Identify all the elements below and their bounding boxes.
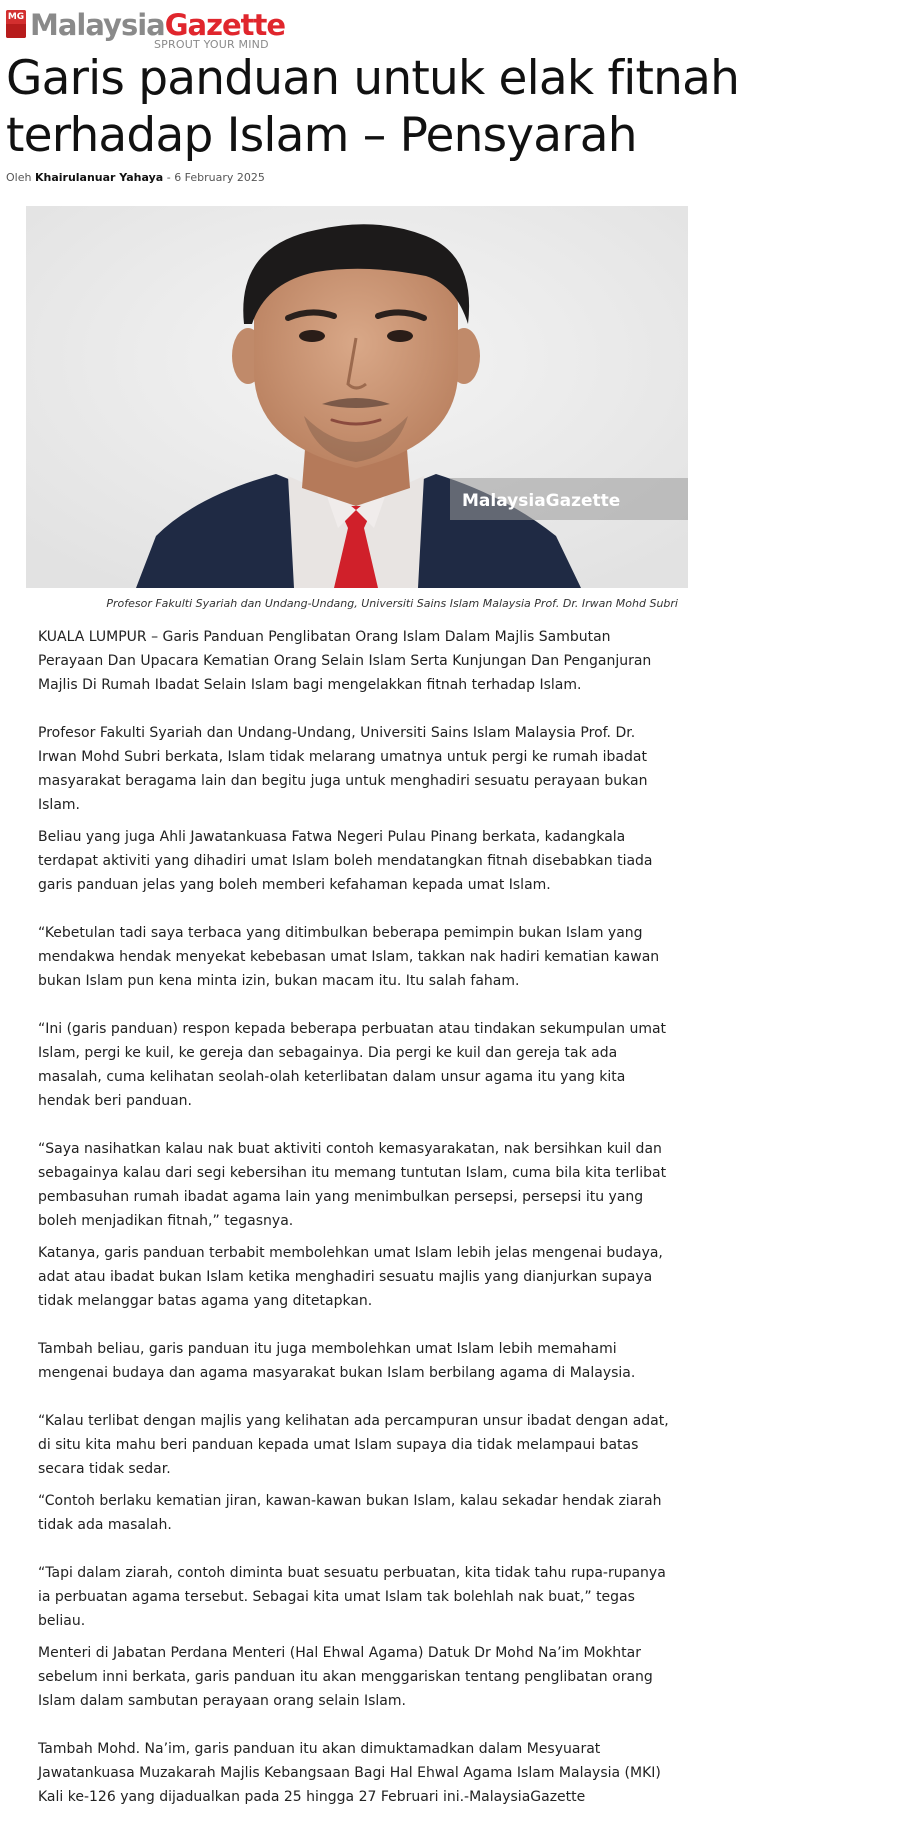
logo-tagline: SPROUT YOUR MIND [154,38,269,51]
article-paragraph-4: “Kebetulan tadi saya terbaca yang ditimbulkan beberapa pemimpin bukan Islam yang mendakwa hendak menyekat kebebasan umat Islam, takkan nak hadiri kematian kawan bukan Islam pun kena minta izin, bukan macam itu. Itu salah faham. [38,925,660,989]
logo-wordmark [30,8,285,42]
article-paragraph-8: Tambah beliau, garis panduan itu juga membolehkan umat Islam lebih memahami mengenai budaya dan agama masyarakat bukan Islam berbilang agama di Malaysia. [38,1341,636,1381]
byline-separator: - [166,171,171,184]
logo-word-gazette: Gazette [164,8,286,42]
article-paragraph-2: Profesor Fakulti Syariah dan Undang-Undang, Universiti Sains Islam Malaysia Prof. Dr. Irwan Mohd Subri berkata, Islam tidak melarang umatnya untuk pergi ke rumah ibadat masyarakat beragama lain dan begitu juga untuk menghadiri sesuatu perayaan bukan Islam. [38,725,648,813]
photo-watermark: MalaysiaGazette [462,491,621,511]
article-paragraph-6: “Saya nasihatkan kalau nak buat aktiviti contoh kemasyarakatan, nak bersihkan kuil dan sebagainya kalau dari segi kebersihan itu memang tuntutan Islam, cuma bila kita terlibat pembasuhan rumah ibadat agama lain yang menimbulkan persepsi, persepsi itu yang boleh menjadikan fitnah,” tegasnya. [38,1141,667,1229]
article-paragraph-12: Menteri di Jabatan Perdana Menteri (Hal Ehwal Agama) Datuk Dr Mohd Na’im Mokhtar sebelum inni berkata, garis panduan itu akan menggariskan tentang penglibatan orang Islam dalam sambutan perayaan orang selain Islam. [38,1645,653,1709]
article-byline [6,171,265,184]
article-paragraph-1: KUALA LUMPUR – Garis Panduan Penglibatan Orang Islam Dalam Majlis Sambutan Perayaan Dan Upacara Kematian Orang Selain Islam Serta Kunjungan Dan Penganjuran Majlis Di Rumah Ibadat Selain Islam bagi mengelakkan fitnah terhadap Islam. [38,629,652,693]
article-date: 6 February 2025 [174,171,265,184]
article-paragraph-7: Katanya, garis panduan terbabit membolehkan umat Islam lebih jelas mengenai budaya, adat atau ibadat bukan Islam ketika menghadiri sesuatu majlis yang dianjurkan supaya tidak melanggar batas agama yang ditetapkan. [38,1245,663,1309]
portrait-illustration [26,206,688,588]
article-paragraph-3: Beliau yang juga Ahli Jawatankuasa Fatwa Negeri Pulau Pinang berkata, kadangkala terdapat aktiviti yang dihadiri umat Islam boleh mendatangkan fitnah disebabkan tiada garis panduan jelas yang boleh memberi kefahaman kepada umat Islam. [38,829,653,893]
logo-word-malaysia: Malaysia [30,8,165,42]
logo-badge [6,10,26,38]
article-photo [26,206,688,588]
article-paragraph-9: “Kalau terlibat dengan majlis yang kelihatan ada percampuran unsur ibadat dengan adat, di situ kita mahu beri panduan kepada umat Islam supaya dia tidak melampaui batas secara tidak sedar. [38,1413,669,1477]
article-paragraph-11: “Tapi dalam ziarah, contoh diminta buat sesuatu perbuatan, kita tidak tahu rupa-rupanya ia perbuatan agama tersebut. Sebagai kita umat Islam tak bolehlah nak buat,” tegas beliau. [38,1565,666,1629]
article-paragraph-10: “Contoh berlaku kematian jiran, kawan-kawan bukan Islam, kalau sekadar hendak ziarah tidak ada masalah. [38,1493,662,1533]
author-link[interactable]: Khairulanuar Yahaya [34,171,164,184]
byline-prefix: Oleh [6,171,32,184]
article-paragraph-13: Tambah Mohd. Na’im, garis panduan itu akan dimuktamadkan dalam Mesyuarat Jawatankuasa Muzakarah Majlis Kebangsaan Bagi Hal Ehwal Agama Islam Malaysia (MKI) Kali ke-126 yang dijadualkan pada 25 hingga 27 Februari ini.-MalaysiaGazette [38,1741,661,1805]
article-body [38,625,678,1809]
article-title: Garis panduan untuk elak fitnah terhadap Islam – Pensyarah [6,51,740,163]
article-paragraph-5: “Ini (garis panduan) respon kepada beberapa perbuatan atau tindakan sekumpulan umat Islam, pergi ke kuil, ke gereja dan sebagainya. Dia pergi ke kuil dan gereja tak ada masalah, cuma kelihatan seolah-olah keterlibatan dalam unsur agama itu yang kita hendak beri panduan. [38,1021,667,1109]
photo-caption: Profesor Fakulti Syariah dan Undang-Undang, Universiti Sains Islam Malaysia Prof. Dr. Irwan Mohd Subri [106,597,678,610]
logo-badge-text: MG [7,12,25,22]
logo-badge-stripe [6,24,26,38]
